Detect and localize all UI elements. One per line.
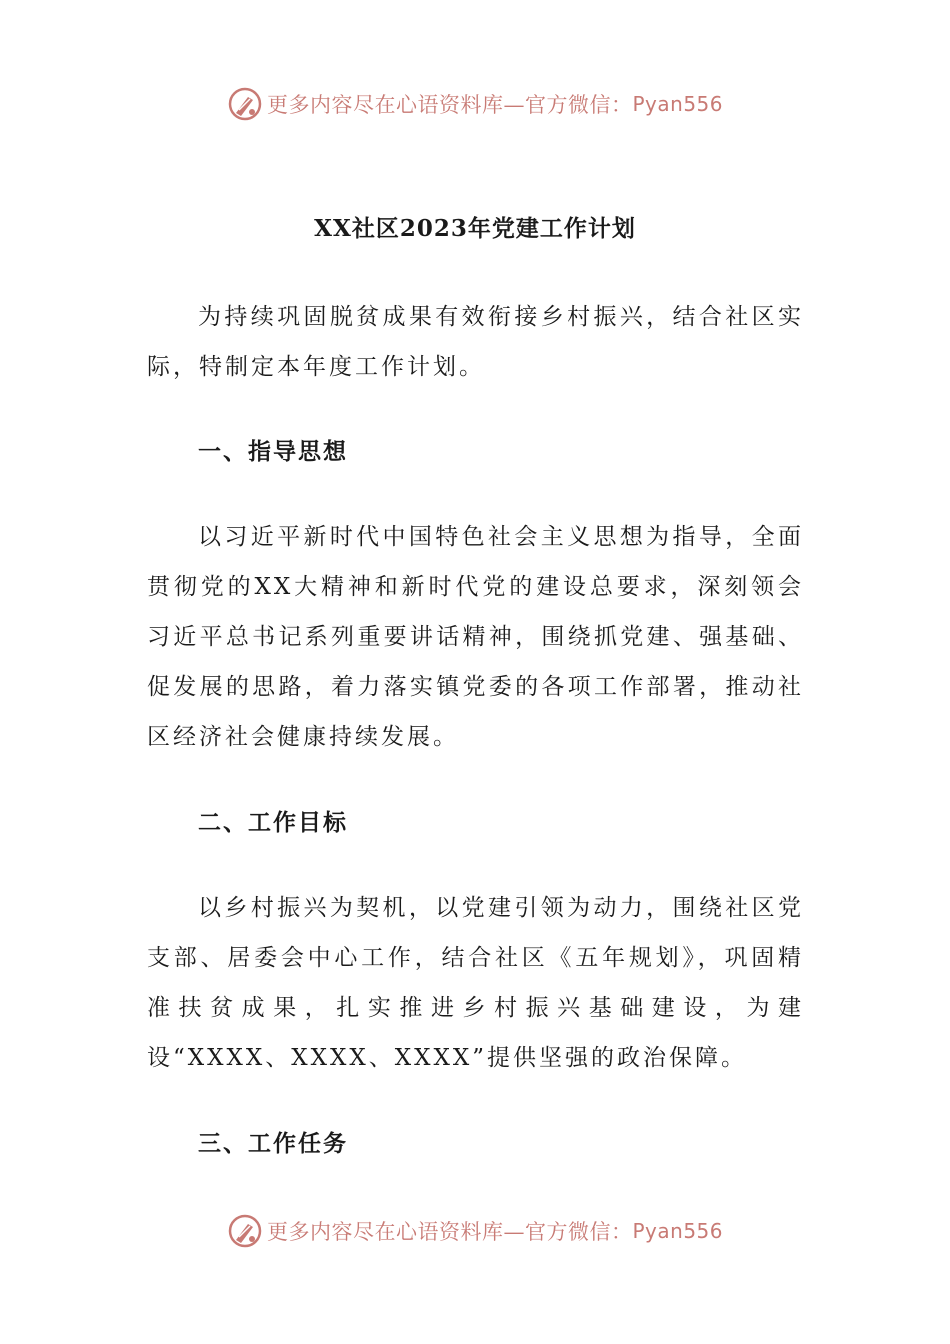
section-heading-work-tasks: 三、工作任务: [198, 1130, 348, 1157]
watermark-header: [0, 84, 950, 124]
pen-nib-icon: [227, 1213, 263, 1249]
watermark-footer: [0, 1211, 950, 1251]
watermark-wechat-id: Pyan556: [632, 92, 723, 116]
section-heading-work-goals: 二、工作目标: [198, 809, 348, 836]
watermark-text: 更多内容尽在心语资料库—官方微信：: [266, 93, 633, 117]
section-body-guiding-ideology: 以习近平新时代中国特色社会主义思想为指导，全面贯彻党的XX大精神和新时代党的建设总要求，深刻领会习近平总书记系列重要讲话精神，围绕抓党建、强基础、促发展的思路，着力落实镇党委的各项工作部署，推动社区经济社会健康持续发展。: [147, 524, 804, 750]
pen-nib-icon: [227, 86, 263, 122]
document-title: XX社区2023年党建工作计划: [314, 215, 636, 242]
section-heading-guiding-ideology: 一、指导思想: [198, 438, 348, 465]
watermark-wechat-id: Pyan556: [632, 1219, 723, 1243]
section-body-work-goals: 以乡村振兴为契机，以党建引领为动力，围绕社区党支部、居委会中心工作，结合社区《五年规划》，巩固精准扶贫成果，扎实推进乡村振兴基础建设，为建设“XXXX、XXXX、XXXX”提供坚强的政治保障。: [147, 895, 804, 1071]
watermark-text: 更多内容尽在心语资料库—官方微信：: [266, 1220, 633, 1244]
intro-paragraph: 为持续巩固脱贫成果有效衔接乡村振兴，结合社区实际，特制定本年度工作计划。: [147, 304, 804, 380]
